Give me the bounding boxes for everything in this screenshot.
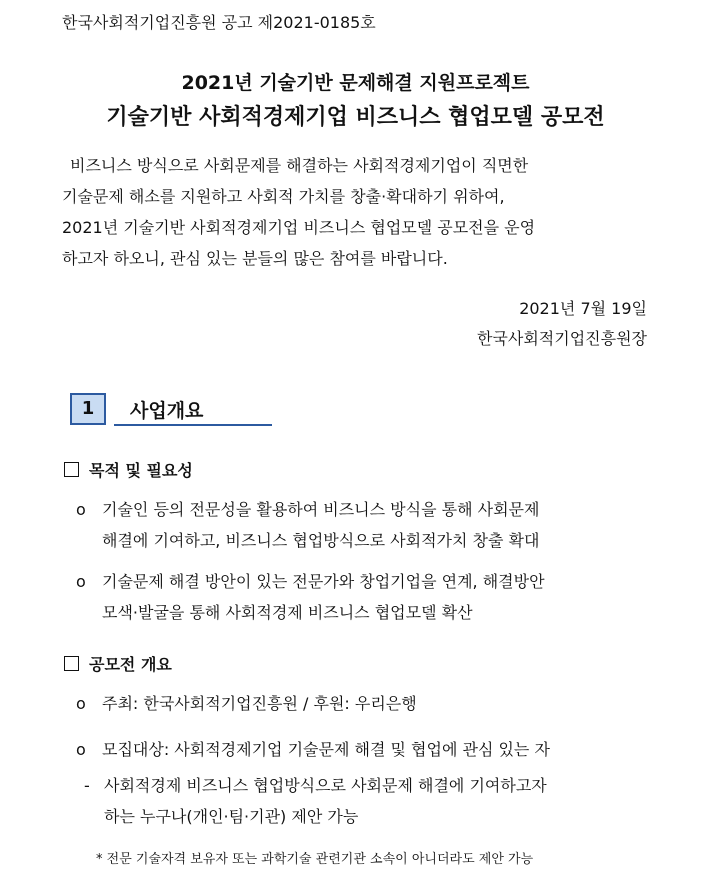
dash-line: 사회적경제 비즈니스 협업방식으로 사회문제 해결에 기여하고자 xyxy=(104,776,547,795)
eligibility-dash-item xyxy=(84,770,646,832)
intro-line: 2021년 기술기반 사회적경제기업 비즈니스 협업모델 공모전을 운영 xyxy=(62,218,536,237)
section-underline xyxy=(114,424,272,426)
subsection-purpose xyxy=(64,458,193,481)
subsection-label: 목적 및 필요성 xyxy=(89,461,193,480)
bullet-circle-icon: o xyxy=(76,500,86,519)
bullet-circle-icon: o xyxy=(76,694,86,713)
purpose-bullet-1 xyxy=(76,494,646,556)
overview-bullet-eligibility xyxy=(76,734,646,765)
document-title-line1: 2021년 기술기반 문제해결 지원프로젝트 xyxy=(181,72,530,94)
bullet-line: 주최: 한국사회적기업진흥원 / 후원: 우리은행 xyxy=(102,694,417,713)
intro-line: 하고자 하오니, 관심 있는 분들의 많은 참여를 바랍니다. xyxy=(62,249,448,268)
subsection-contest-overview xyxy=(64,652,172,675)
section-title: 사업개요 xyxy=(130,400,204,422)
bullet-line: 기술인 등의 전문성을 활용하여 비즈니스 방식을 통해 사회문제 xyxy=(102,500,540,519)
bullet-line: 모집대상: 사회적경제기업 기술문제 해결 및 협업에 관심 있는 자 xyxy=(102,740,550,759)
dash-line: 하는 누구나(개인·팀·기관) 제안 가능 xyxy=(104,807,359,826)
checkbox-square-icon xyxy=(64,462,79,477)
document-title-line2: 기술기반 사회적경제기업 비즈니스 협업모델 공모전 xyxy=(106,105,605,130)
bullet-circle-icon: o xyxy=(76,572,86,591)
dash-icon: - xyxy=(84,776,90,795)
bullet-line: 모색·발굴을 통해 사회적경제 비즈니스 협업모델 확산 xyxy=(102,603,473,622)
notice-number: 한국사회적기업진흥원 공고 제2021-0185호 xyxy=(62,13,376,32)
intro-paragraph xyxy=(62,150,647,274)
bullet-circle-icon: o xyxy=(76,740,86,759)
subsection-label: 공모전 개요 xyxy=(89,655,172,674)
eligibility-footnote: * 전문 기술자격 보유자 또는 과학기술 관련기관 소속이 아니더라도 제안 가능 xyxy=(96,852,534,867)
purpose-bullet-2 xyxy=(76,566,646,628)
bullet-line: 해결에 기여하고, 비즈니스 협업방식으로 사회적가치 창출 확대 xyxy=(102,531,540,550)
checkbox-square-icon xyxy=(64,656,79,671)
issuing-organization: 한국사회적기업진흥원장 xyxy=(476,329,647,348)
bullet-line: 기술문제 해결 방안이 있는 전문가와 창업기업을 연계, 해결방안 xyxy=(102,572,545,591)
announcement-date: 2021년 7월 19일 xyxy=(519,299,647,318)
overview-bullet-host xyxy=(76,688,646,719)
intro-line: 비즈니스 방식으로 사회문제를 해결하는 사회적경제기업이 직면한 xyxy=(70,156,529,175)
section-number-badge: 1 xyxy=(70,393,106,425)
intro-line: 기술문제 해소를 지원하고 사회적 가치를 창출·확대하기 위하여, xyxy=(62,187,505,206)
